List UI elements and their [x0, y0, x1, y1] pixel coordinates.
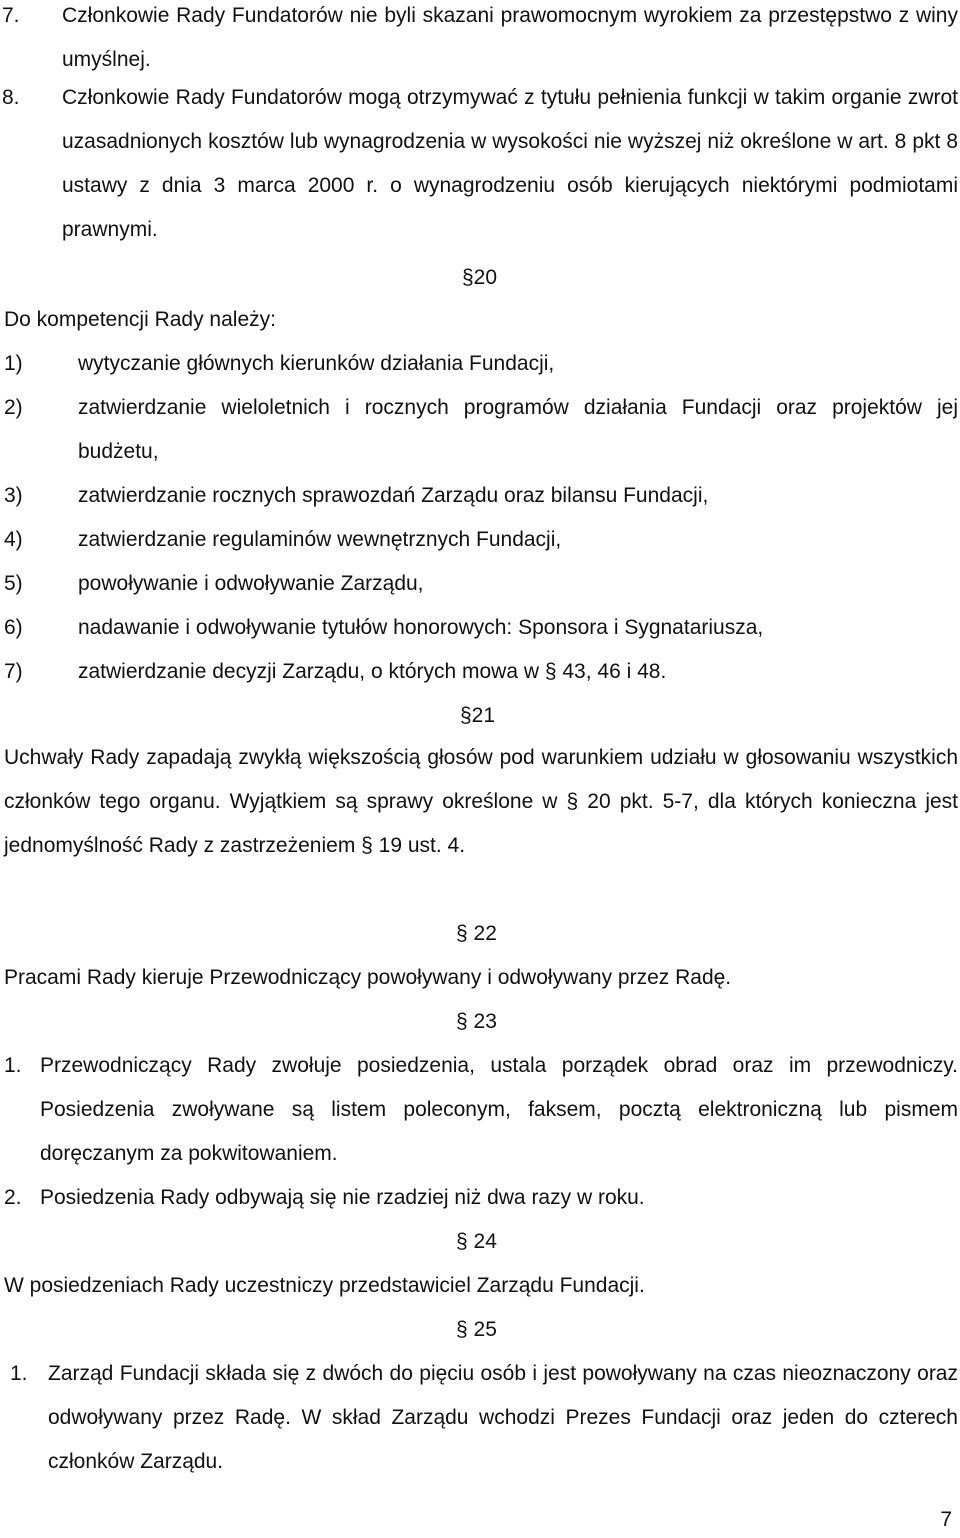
list-item-text: zatwierdzanie wieloletnich i rocznych programów działania Fundacji oraz projektów jej budżetu, — [78, 396, 958, 463]
section-heading-20: §20 — [462, 266, 498, 289]
section-heading-25: § 25 — [456, 1318, 497, 1341]
section-heading-24: § 24 — [456, 1230, 497, 1253]
list-item-number: 7) — [4, 660, 23, 683]
section-intro: Do kompetencji Rady należy: — [4, 308, 276, 331]
list-item-text: wytyczanie głównych kierunków działania Fundacji, — [78, 352, 555, 375]
list-item-number: 6) — [4, 616, 23, 639]
list-item-text: Posiedzenia Rady odbywają się nie rzadziej niż dwa razy w roku. — [40, 1186, 645, 1209]
list-item-number: 1. — [10, 1362, 28, 1385]
list-item-number: 5) — [4, 572, 23, 595]
list-item-number: 7. — [2, 4, 20, 27]
list-item-number: 8. — [2, 86, 20, 109]
list-item-text: zatwierdzanie rocznych sprawozdań Zarządu oraz bilansu Fundacji, — [78, 484, 709, 507]
list-item-text: powoływanie i odwoływanie Zarządu, — [78, 572, 424, 595]
section-paragraph: Pracami Rady kieruje Przewodniczący powoływany i odwoływany przez Radę. — [4, 966, 732, 989]
list-item-number: 2) — [4, 396, 23, 419]
list-item-text: Zarząd Fundacji składa się z dwóch do pięciu osób i jest powoływany na czas nieoznaczony oraz odwoływany przez Radę. W skład Zarządu wchodzi Prezes Fundacji oraz jeden do czterech członków Zarządu. — [48, 1362, 958, 1473]
list-item-text: zatwierdzanie regulaminów wewnętrznych Fundacji, — [78, 528, 562, 551]
list-item-text: nadawanie i odwoływanie tytułów honorowych: Sponsora i Sygnatariusza, — [78, 616, 764, 639]
section-paragraph: Uchwały Rady zapadają zwykłą większością głosów pod warunkiem udziału w głosowaniu wszystkich członków tego organu. Wyjątkiem są sprawy określone w § 20 pkt. 5-7, dla których konieczna jest jednomyślność Rady z zastrzeżeniem § 19 ust. 4. — [4, 746, 958, 857]
page-number: 7 — [940, 1508, 952, 1531]
list-item-number: 4) — [4, 528, 23, 551]
list-item-number: 1) — [4, 352, 23, 375]
list-item-number: 3) — [4, 484, 23, 507]
list-item-text: Członkowie Rady Fundatorów mogą otrzymywać z tytułu pełnienia funkcji w takim organie zwrot uzasadnionych kosztów lub wynagrodzenia w wysokości nie wyższej niż określone w art. 8 pkt 8 ustawy z dnia 3 marca 2000 r. o wynagrodzeniu osób kierujących niektórymi podmiotami prawnymi. — [62, 86, 958, 241]
section-heading-23: § 23 — [456, 1010, 497, 1033]
list-item-number: 1. — [4, 1054, 22, 1077]
section-paragraph: W posiedzeniach Rady uczestniczy przedstawiciel Zarządu Fundacji. — [4, 1274, 645, 1297]
section-heading-22: § 22 — [456, 922, 497, 945]
list-item-number: 2. — [4, 1186, 22, 1209]
section-heading-21: §21 — [460, 704, 496, 727]
list-item-text: Przewodniczący Rady zwołuje posiedzenia, ustala porządek obrad oraz im przewodniczy. Posiedzenia zwoływane są listem poleconym, faksem, pocztą elektroniczną lub pismem doręczanym za pokwitowaniem. — [40, 1054, 958, 1165]
list-item-text: zatwierdzanie decyzji Zarządu, o których mowa w § 43, 46 i 48. — [78, 660, 667, 683]
list-item-text: Członkowie Rady Fundatorów nie byli skazani prawomocnym wyrokiem za przestępstwo z winy umyślnej. — [62, 4, 958, 71]
